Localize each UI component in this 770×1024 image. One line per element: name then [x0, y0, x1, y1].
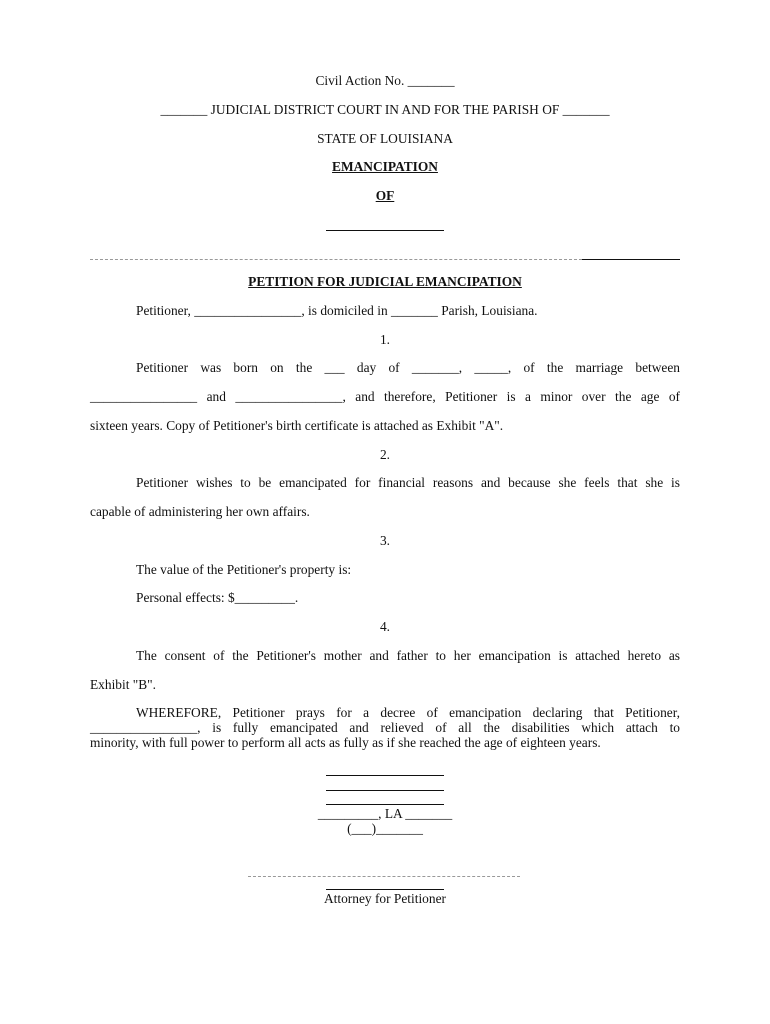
- petition-intro: Petitioner, ________________, is domiciled in _______ Parish, Louisiana.: [136, 303, 538, 318]
- section-3-line-2: Personal effects: $_________.: [136, 590, 299, 605]
- signature-line: [248, 876, 520, 877]
- wherefore-line-1: WHEREFORE, Petitioner prays for a decree of emancipation declaring that Petitioner,: [136, 705, 680, 720]
- phone-line: (___)_______: [347, 821, 423, 836]
- city-state-line: _________, LA _______: [317, 806, 453, 821]
- caption-divider-solid: [582, 259, 680, 260]
- wherefore-line-2: ________________, is fully emancipated and relieved of all the disabilities which attach to: [90, 720, 680, 735]
- section-1-line-2: ________________ and ________________, and therefore, Petitioner is a minor over the age of: [90, 389, 680, 404]
- section-4-line-1: The consent of the Petitioner's mother and father to her emancipation is attached hereto as: [136, 648, 680, 663]
- attorney-name-blank: [326, 889, 444, 890]
- attorney-label: Attorney for Petitioner: [324, 891, 446, 906]
- section-number-4: 4.: [379, 619, 391, 634]
- section-1-line-1: Petitioner was born on the ___ day of _______, _____, of the marriage between: [136, 360, 680, 375]
- address-blank-3: [326, 804, 444, 805]
- section-number-3: 3.: [379, 533, 391, 548]
- section-2-line-2: capable of administering her own affairs.: [90, 504, 310, 519]
- state-heading: STATE OF LOUISIANA: [317, 131, 453, 146]
- of-heading: OF: [375, 188, 395, 203]
- address-blank-2: [326, 790, 444, 791]
- address-blank-1: [326, 775, 444, 776]
- civil-action-number: Civil Action No. _______: [315, 73, 455, 88]
- emancipation-heading: EMANCIPATION: [332, 159, 438, 174]
- minor-name-blank: [326, 230, 444, 231]
- section-2-line-1: Petitioner wishes to be emancipated for financial reasons and because she feels that she is: [136, 475, 680, 490]
- section-4-line-2: Exhibit "B".: [90, 677, 156, 692]
- wherefore-line-3: minority, with full power to perform all acts as fully as if she reached the age of eighteen years.: [90, 735, 601, 750]
- section-number-2: 2.: [379, 447, 391, 462]
- caption-divider-dotted: [90, 259, 582, 260]
- petition-title: PETITION FOR JUDICIAL EMANCIPATION: [248, 274, 522, 289]
- section-number-1: 1.: [379, 332, 391, 347]
- section-1-line-3: sixteen years. Copy of Petitioner's birth certificate is attached as Exhibit "A".: [90, 418, 504, 433]
- court-heading: _______ JUDICIAL DISTRICT COURT IN AND FOR THE PARISH OF _______: [160, 102, 610, 117]
- section-3-line-1: The value of the Petitioner's property is:: [136, 562, 352, 577]
